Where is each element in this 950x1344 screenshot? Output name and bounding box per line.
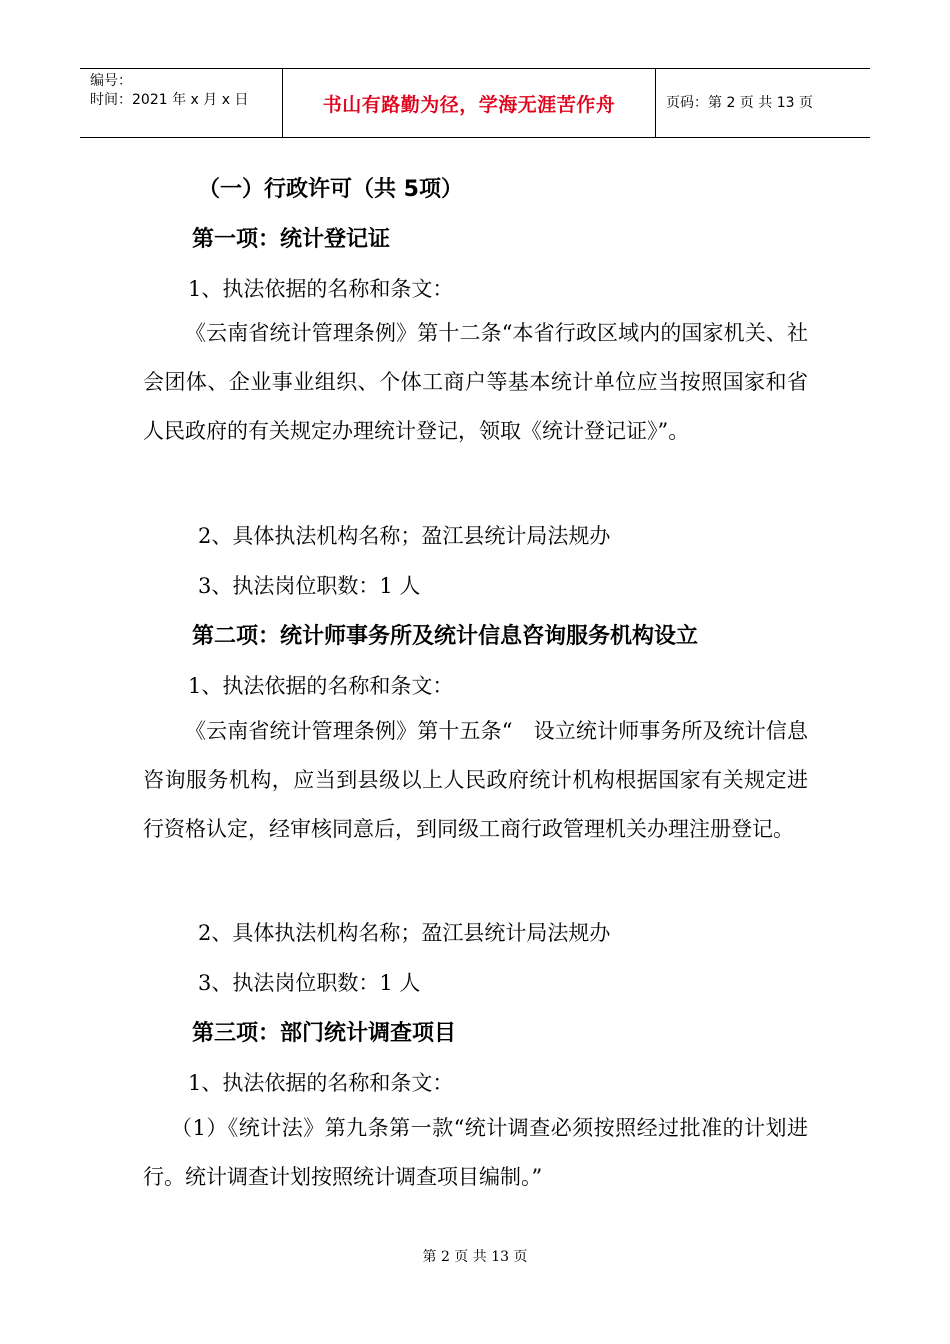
header-meta-cell: [80, 69, 282, 137]
motto-text: 书山有路勤为径，学海无涯苦作舟: [322, 93, 616, 116]
header-motto-cell: [282, 69, 656, 137]
item2-basis-text: 《云南省统计管理条例》第十五条“ 设立统计师事务所及统计信息咨询服务机构，应当到县级以上人民政府统计机构根据国家有关规定进行资格认定，经审核同意后，到同级工商行政管理机关办理注册登记。: [143, 719, 808, 841]
item1-title: 第一项：统计登记证: [192, 227, 391, 252]
item2-title: 第二项：统计师事务所及统计信息咨询服务机构设立: [192, 624, 699, 649]
page-header: [80, 68, 870, 138]
item3-title: 第三项：部门统计调查项目: [192, 1021, 457, 1046]
item1-agency: 2、具体执法机构名称；盈江县统计局法规办: [198, 524, 611, 548]
page-footer: 第 2 页 共 13 页: [422, 1249, 528, 1265]
item2-basis-label: 1、执法依据的名称和条文：: [188, 674, 454, 698]
item1-basis-text: 《云南省统计管理条例》第十二条“本省行政区域内的国家机关、社会团体、企业事业组织、个体工商户等基本统计单位应当按照国家和省人民政府的有关规定办理统计登记，领取《统计登记证》”。: [143, 321, 808, 443]
item3-basis-label: 1、执法依据的名称和条文：: [188, 1071, 454, 1095]
item2-staff: 3、执法岗位职数：1 人: [198, 971, 421, 995]
header-page-cell: [656, 69, 870, 137]
doc-number-label: 编号：: [90, 73, 132, 89]
item2-agency: 2、具体执法机构名称；盈江县统计局法规办: [198, 921, 611, 945]
item3-basis-text: （1）《统计法》第九条第一款“统计调查必须按照经过批准的计划进行。统计调查计划按照统计调查项目编制。”: [143, 1116, 808, 1189]
header-page-info: 页码：第 2 页 共 13 页: [666, 95, 813, 111]
item1-basis-label: 1、执法依据的名称和条文：: [188, 277, 454, 301]
item1-staff: 3、执法岗位职数：1 人: [198, 574, 421, 598]
date-line: 时间：2021 年 x 月 x 日: [90, 92, 249, 108]
section-title: （一）行政许可（共 5项）: [198, 177, 463, 202]
